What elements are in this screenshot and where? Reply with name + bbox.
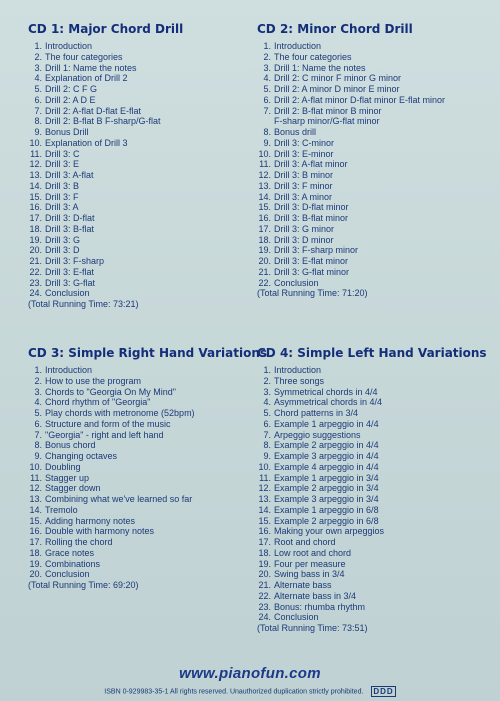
track-item <box>28 278 263 289</box>
track-label: The four categories <box>45 51 123 62</box>
track-number: 4. <box>34 397 42 408</box>
track-label: Root and chord <box>274 537 336 547</box>
track-number: 20. <box>258 256 271 266</box>
track-label: Four per measure <box>274 558 346 569</box>
cd4-section <box>257 346 492 634</box>
cd4-badge: CD 4: <box>257 346 294 360</box>
track-item <box>257 376 492 387</box>
track-label: Chord patterns in 3/4 <box>274 408 359 418</box>
cd1-total-time: (Total Running Time: 73:21) <box>28 299 139 309</box>
track-label: Double with harmony notes <box>45 526 155 537</box>
track-number: 15. <box>29 191 42 202</box>
cd2-section <box>257 22 497 299</box>
track-number: 8. <box>263 127 271 137</box>
track-label: Drill 3: A-flat <box>45 170 94 180</box>
track-item <box>257 256 497 267</box>
track-item <box>257 73 497 84</box>
track-label: Drill 3: E <box>45 159 80 170</box>
track-number: 10. <box>29 461 42 472</box>
track-label: Bonus: rhumba rhythm <box>274 601 366 612</box>
track-item <box>28 41 263 52</box>
track-label: Drill 3: D-flat <box>45 213 95 223</box>
cd4-title <box>257 346 492 360</box>
track-number: 14. <box>29 180 42 191</box>
track-item <box>28 213 263 224</box>
track-item <box>257 430 492 441</box>
cd2-title <box>257 22 497 36</box>
track-number: 5. <box>34 84 42 94</box>
track-label: F-sharp minor/G-flat minor <box>274 116 380 127</box>
track-item <box>28 73 263 84</box>
track-item <box>257 149 497 160</box>
track-number: 10. <box>29 137 42 148</box>
cd2-badge: CD 2: <box>257 22 294 36</box>
ddd-logo: DDD <box>373 687 394 696</box>
track-item <box>28 397 263 408</box>
track-label: Drill 2: A-flat D-flat E-flat <box>45 105 142 116</box>
track-item <box>257 52 497 63</box>
track-item <box>28 127 263 138</box>
isbn-text: ISBN 0-929983-35-1 All rights reserved. Unauthorized duplication strictly prohibited. <box>104 688 364 696</box>
track-number: 5. <box>34 408 42 418</box>
track-number: 8. <box>34 116 42 127</box>
track-number: 6. <box>34 418 42 429</box>
track-label: Alternate bass <box>274 580 332 590</box>
track-label: Stagger up <box>45 472 90 483</box>
track-number: 22. <box>258 590 271 601</box>
track-number: 1. <box>263 365 271 375</box>
track-label: Drill 3: A minor <box>274 191 333 202</box>
track-item <box>257 127 497 138</box>
track-item <box>28 569 263 580</box>
track-item <box>257 365 492 376</box>
track-label: Drill 3: E-flat <box>45 266 95 277</box>
track-label: Conclusion <box>274 612 319 623</box>
cd1-track-list <box>28 41 263 299</box>
track-item <box>28 526 263 537</box>
track-number: 24. <box>29 288 42 299</box>
track-label: Bonus Drill <box>45 127 89 137</box>
track-number: 7. <box>263 429 271 440</box>
track-label: Drill 3: G <box>45 234 81 245</box>
track-number: 2. <box>34 375 42 386</box>
website-url[interactable]: www.pianofun.com <box>179 665 321 682</box>
track-number: 23. <box>29 277 42 288</box>
track-label: Example 3 arpeggio in 3/4 <box>274 494 379 504</box>
cd4-track-list <box>257 365 492 623</box>
track-item <box>28 440 263 451</box>
track-label: Low root and chord <box>274 547 352 558</box>
track-number: 14. <box>29 504 42 515</box>
track-number: 7. <box>34 429 42 440</box>
track-item <box>28 95 263 106</box>
cd3-total-time: (Total Running Time: 69:20) <box>28 580 139 590</box>
track-item <box>257 612 492 623</box>
track-number: 15. <box>29 515 42 526</box>
track-number: 9. <box>34 451 42 461</box>
track-number: 11. <box>30 148 42 159</box>
track-label: Conclusion <box>45 569 90 580</box>
track-number: 16. <box>258 213 271 223</box>
track-number: 13. <box>258 494 271 504</box>
track-label: Introduction <box>274 41 322 51</box>
track-label: Drill 3: D-flat minor <box>274 202 349 213</box>
track-number: 22. <box>258 277 271 288</box>
cd1-badge: CD 1: <box>28 22 65 36</box>
track-number: 4. <box>263 73 271 84</box>
track-number: 17. <box>258 223 271 234</box>
track-label: Symmetrical chords in 4/4 <box>274 386 378 397</box>
track-number: 10. <box>258 461 271 472</box>
track-item <box>28 63 263 74</box>
track-item <box>257 591 492 602</box>
cd1-title-text: Major Chord Drill <box>68 22 184 36</box>
track-item <box>257 526 492 537</box>
track-label: Chord rhythm of "Georgia" <box>45 397 151 408</box>
cd4-title-text: Simple Left Hand Variations <box>297 346 487 360</box>
track-item <box>257 451 492 462</box>
track-item <box>28 235 263 246</box>
track-label: Drill 3: B minor <box>274 170 334 180</box>
track-label: Drill 3: G-flat <box>45 277 96 288</box>
track-number: 3. <box>34 62 42 73</box>
track-label: Drill 3: F-sharp minor <box>274 245 359 256</box>
track-label: Drill 3: A-flat minor <box>274 159 348 170</box>
track-label: Asymmetrical chords in 4/4 <box>274 397 383 408</box>
track-label: Drill 3: F <box>45 191 79 202</box>
track-label: Drill 3: B <box>45 180 80 191</box>
track-item <box>28 494 263 505</box>
cd1-section <box>28 22 263 310</box>
track-item <box>257 387 492 398</box>
track-number: 1. <box>263 41 271 51</box>
track-item <box>28 170 263 181</box>
track-label: Drill 3: F-sharp <box>45 256 105 266</box>
track-number: 3. <box>34 386 42 397</box>
track-item <box>28 451 263 462</box>
track-label: Alternate bass in 3/4 <box>274 590 357 601</box>
track-item <box>257 181 497 192</box>
track-number: 15. <box>258 515 271 526</box>
track-number: 8. <box>263 440 271 451</box>
track-number: 10. <box>258 148 271 159</box>
track-label: Play chords with metronome (52bpm) <box>45 408 195 418</box>
track-item <box>28 267 263 278</box>
track-label: Example 2 arpeggio in 3/4 <box>274 483 379 494</box>
track-number: 2. <box>263 375 271 386</box>
track-number: 18. <box>29 223 42 234</box>
track-number: 8. <box>34 440 42 451</box>
track-item <box>257 580 492 591</box>
track-number: 21. <box>258 266 271 277</box>
track-label: Example 4 arpeggio in 4/4 <box>274 461 379 472</box>
track-item <box>257 505 492 516</box>
track-number: 15. <box>258 202 271 213</box>
track-item <box>257 192 497 203</box>
track-label: "Georgia" - right and left hand <box>45 429 164 440</box>
track-number: 2. <box>34 51 42 62</box>
cd2-total-time: (Total Running Time: 71:20) <box>257 288 368 299</box>
track-label: Doubling <box>45 461 81 472</box>
track-item <box>257 419 492 430</box>
track-number: 13. <box>258 180 271 191</box>
track-item <box>257 602 492 613</box>
track-number: 21. <box>29 256 42 266</box>
track-item <box>257 41 497 52</box>
track-number: 7. <box>34 105 42 116</box>
track-number: 6. <box>263 94 271 105</box>
track-number: 9. <box>263 137 271 148</box>
track-item <box>28 365 263 376</box>
track-label: Drill 3: E-flat minor <box>274 256 349 266</box>
track-item <box>257 494 492 505</box>
track-number: 5. <box>263 408 271 418</box>
track-label: Chords to "Georgia On My Mind" <box>45 386 176 397</box>
cd3-badge: CD 3: <box>28 346 65 360</box>
cd2-track-list <box>257 41 497 288</box>
track-number: 13. <box>29 494 42 504</box>
track-label: Drill 3: E-minor <box>274 148 334 159</box>
track-number: 21. <box>258 580 271 590</box>
track-number: 12. <box>258 483 271 494</box>
cd4-total-time: (Total Running Time: 73:51) <box>257 623 368 633</box>
track-label: Example 1 arpeggio in 6/8 <box>274 504 379 515</box>
legal-line <box>0 686 500 697</box>
track-number: 14. <box>258 504 271 515</box>
track-number: 16. <box>29 526 42 537</box>
track-number: 11. <box>30 472 42 483</box>
track-label: Example 1 arpeggio in 3/4 <box>274 472 379 483</box>
track-item <box>257 84 497 95</box>
track-number: 19. <box>29 234 42 245</box>
track-item <box>28 537 263 548</box>
track-number: 17. <box>29 537 42 547</box>
track-item <box>257 408 492 419</box>
track-label: Example 3 arpeggio in 4/4 <box>274 451 379 461</box>
track-item <box>257 202 497 213</box>
track-label: Conclusion <box>274 277 319 288</box>
track-number: 20. <box>29 245 42 256</box>
track-item <box>28 548 263 559</box>
track-label: Drill 2: A D E <box>45 94 96 105</box>
track-label: Introduction <box>45 41 93 51</box>
track-number: 18. <box>258 234 271 245</box>
track-item <box>28 159 263 170</box>
track-label: Arpeggio suggestions <box>274 429 361 440</box>
track-number: 6. <box>263 418 271 429</box>
track-number: 16. <box>258 526 271 537</box>
track-item <box>257 235 497 246</box>
track-number: 11. <box>259 472 271 483</box>
track-label: Structure and form of the music <box>45 418 171 429</box>
track-item <box>257 516 492 527</box>
track-label: Drill 3: B-flat minor <box>274 213 349 223</box>
track-label: Example 1 arpeggio in 4/4 <box>274 418 379 429</box>
track-label: Drill 3: B-flat <box>45 223 95 234</box>
track-label: Adding harmony notes <box>45 515 136 526</box>
track-label: Tremolo <box>45 504 78 515</box>
track-item <box>28 376 263 387</box>
track-label: The four categories <box>274 51 352 62</box>
track-label: How to use the program <box>45 375 142 386</box>
track-item <box>28 192 263 203</box>
track-number: 16. <box>29 202 42 213</box>
track-label: Drill 2: C F G <box>45 84 98 94</box>
cd2-title-text: Minor Chord Drill <box>297 22 413 36</box>
track-label: Drill 2: A minor D minor E minor <box>274 84 400 94</box>
track-item <box>257 245 497 256</box>
track-number: 22. <box>29 266 42 277</box>
track-item <box>28 408 263 419</box>
track-label: Explanation of Drill 3 <box>45 137 128 148</box>
track-item <box>257 106 497 117</box>
cd3-title <box>28 346 268 360</box>
track-item <box>257 483 492 494</box>
cd3-title-text: Simple Right Hand Variations <box>68 346 268 360</box>
track-number: 3. <box>263 386 271 397</box>
track-label: Example 2 arpeggio in 6/8 <box>274 515 379 526</box>
track-label: Bonus chord <box>45 440 96 451</box>
track-item <box>28 84 263 95</box>
track-number: 13. <box>29 170 42 180</box>
track-number: 4. <box>263 397 271 408</box>
track-number: 23. <box>258 601 271 612</box>
track-item <box>257 170 497 181</box>
track-item <box>28 224 263 235</box>
track-number: 18. <box>258 547 271 558</box>
track-label: Conclusion <box>45 288 90 299</box>
track-label: Drill 2: A-flat minor D-flat minor E-flat minor <box>274 94 446 105</box>
track-number: 20. <box>258 569 271 580</box>
track-item <box>257 95 497 106</box>
track-number: 12. <box>29 483 42 494</box>
track-label: Grace notes <box>45 547 95 558</box>
track-item <box>28 256 263 267</box>
track-item <box>257 548 492 559</box>
track-number: 9. <box>34 127 42 137</box>
track-number: 12. <box>29 159 42 170</box>
track-label: Drill 2: B-flat minor B minor <box>274 105 382 116</box>
track-item <box>257 537 492 548</box>
track-number: 11. <box>259 159 271 170</box>
track-number: 19. <box>258 245 271 256</box>
track-label: Drill 3: G-flat minor <box>274 266 350 277</box>
track-number: 24. <box>258 612 271 623</box>
track-number: 3. <box>263 62 271 73</box>
track-label: Rolling the chord <box>45 537 113 547</box>
track-item <box>28 430 263 441</box>
track-number: 7. <box>263 105 271 116</box>
track-item <box>28 116 263 127</box>
track-number: 17. <box>29 213 42 223</box>
track-label: Changing octaves <box>45 451 118 461</box>
track-item <box>257 63 497 74</box>
track-label: Making your own arpeggios <box>274 526 385 537</box>
track-label: Stagger down <box>45 483 101 494</box>
track-item <box>28 106 263 117</box>
track-item <box>28 202 263 213</box>
track-item <box>257 116 497 127</box>
track-item <box>28 245 263 256</box>
track-label: Introduction <box>45 365 93 375</box>
track-number: 2. <box>263 51 271 62</box>
track-number: 18. <box>29 547 42 558</box>
track-number: 14. <box>258 191 271 202</box>
track-item <box>257 213 497 224</box>
track-number: 6. <box>34 94 42 105</box>
track-number: 12. <box>258 170 271 180</box>
track-label: Swing bass in 3/4 <box>274 569 345 580</box>
track-label: Drill 1: Name the notes <box>274 62 366 73</box>
track-item <box>28 181 263 192</box>
track-label: Example 2 arpeggio in 4/4 <box>274 440 379 451</box>
track-label: Drill 3: C-minor <box>274 137 335 148</box>
track-item <box>28 149 263 160</box>
track-label: Bonus drill <box>274 127 317 137</box>
track-item <box>28 473 263 484</box>
track-number: 4. <box>34 73 42 84</box>
track-item <box>28 483 263 494</box>
track-label: Drill 3: A <box>45 202 79 213</box>
cd3-track-list <box>28 365 263 580</box>
track-item <box>28 52 263 63</box>
track-item <box>28 559 263 570</box>
track-number: 19. <box>258 558 271 569</box>
track-item <box>28 516 263 527</box>
track-label: Combining what we've learned so far <box>45 494 193 504</box>
track-number: 20. <box>29 569 42 580</box>
track-item <box>28 419 263 430</box>
track-label: Drill 3: D <box>45 245 80 256</box>
track-item <box>257 224 497 235</box>
track-label: Drill 2: C minor F minor G minor <box>274 73 402 84</box>
track-item <box>257 473 492 484</box>
track-item <box>257 440 492 451</box>
track-number: 19. <box>29 558 42 569</box>
track-item <box>28 288 263 299</box>
track-label: Drill 3: F minor <box>274 180 333 191</box>
track-number: 17. <box>258 537 271 547</box>
track-number: 5. <box>263 84 271 94</box>
cd1-title <box>28 22 263 36</box>
track-item <box>257 569 492 580</box>
track-item <box>257 462 492 473</box>
track-label: Introduction <box>274 365 322 375</box>
track-item <box>28 462 263 473</box>
track-item <box>257 138 497 149</box>
track-item <box>28 138 263 149</box>
track-label: Three songs <box>274 375 325 386</box>
track-number: 1. <box>34 365 42 375</box>
track-label: Drill 3: G minor <box>274 223 335 234</box>
track-item <box>257 267 497 278</box>
track-label: Combinations <box>45 558 101 569</box>
track-item <box>28 387 263 398</box>
track-label: Drill 1: Name the notes <box>45 62 137 73</box>
track-item <box>257 397 492 408</box>
track-label: Explanation of Drill 2 <box>45 73 128 84</box>
track-label: Drill 3: D minor <box>274 234 334 245</box>
track-number: 1. <box>34 41 42 51</box>
track-number: 9. <box>263 451 271 461</box>
track-label: Drill 3: C <box>45 148 80 159</box>
track-item <box>28 505 263 516</box>
track-label: Drill 2: B-flat B F-sharp/G-flat <box>45 116 161 127</box>
track-item <box>257 559 492 570</box>
track-item <box>257 278 497 289</box>
track-item <box>257 159 497 170</box>
